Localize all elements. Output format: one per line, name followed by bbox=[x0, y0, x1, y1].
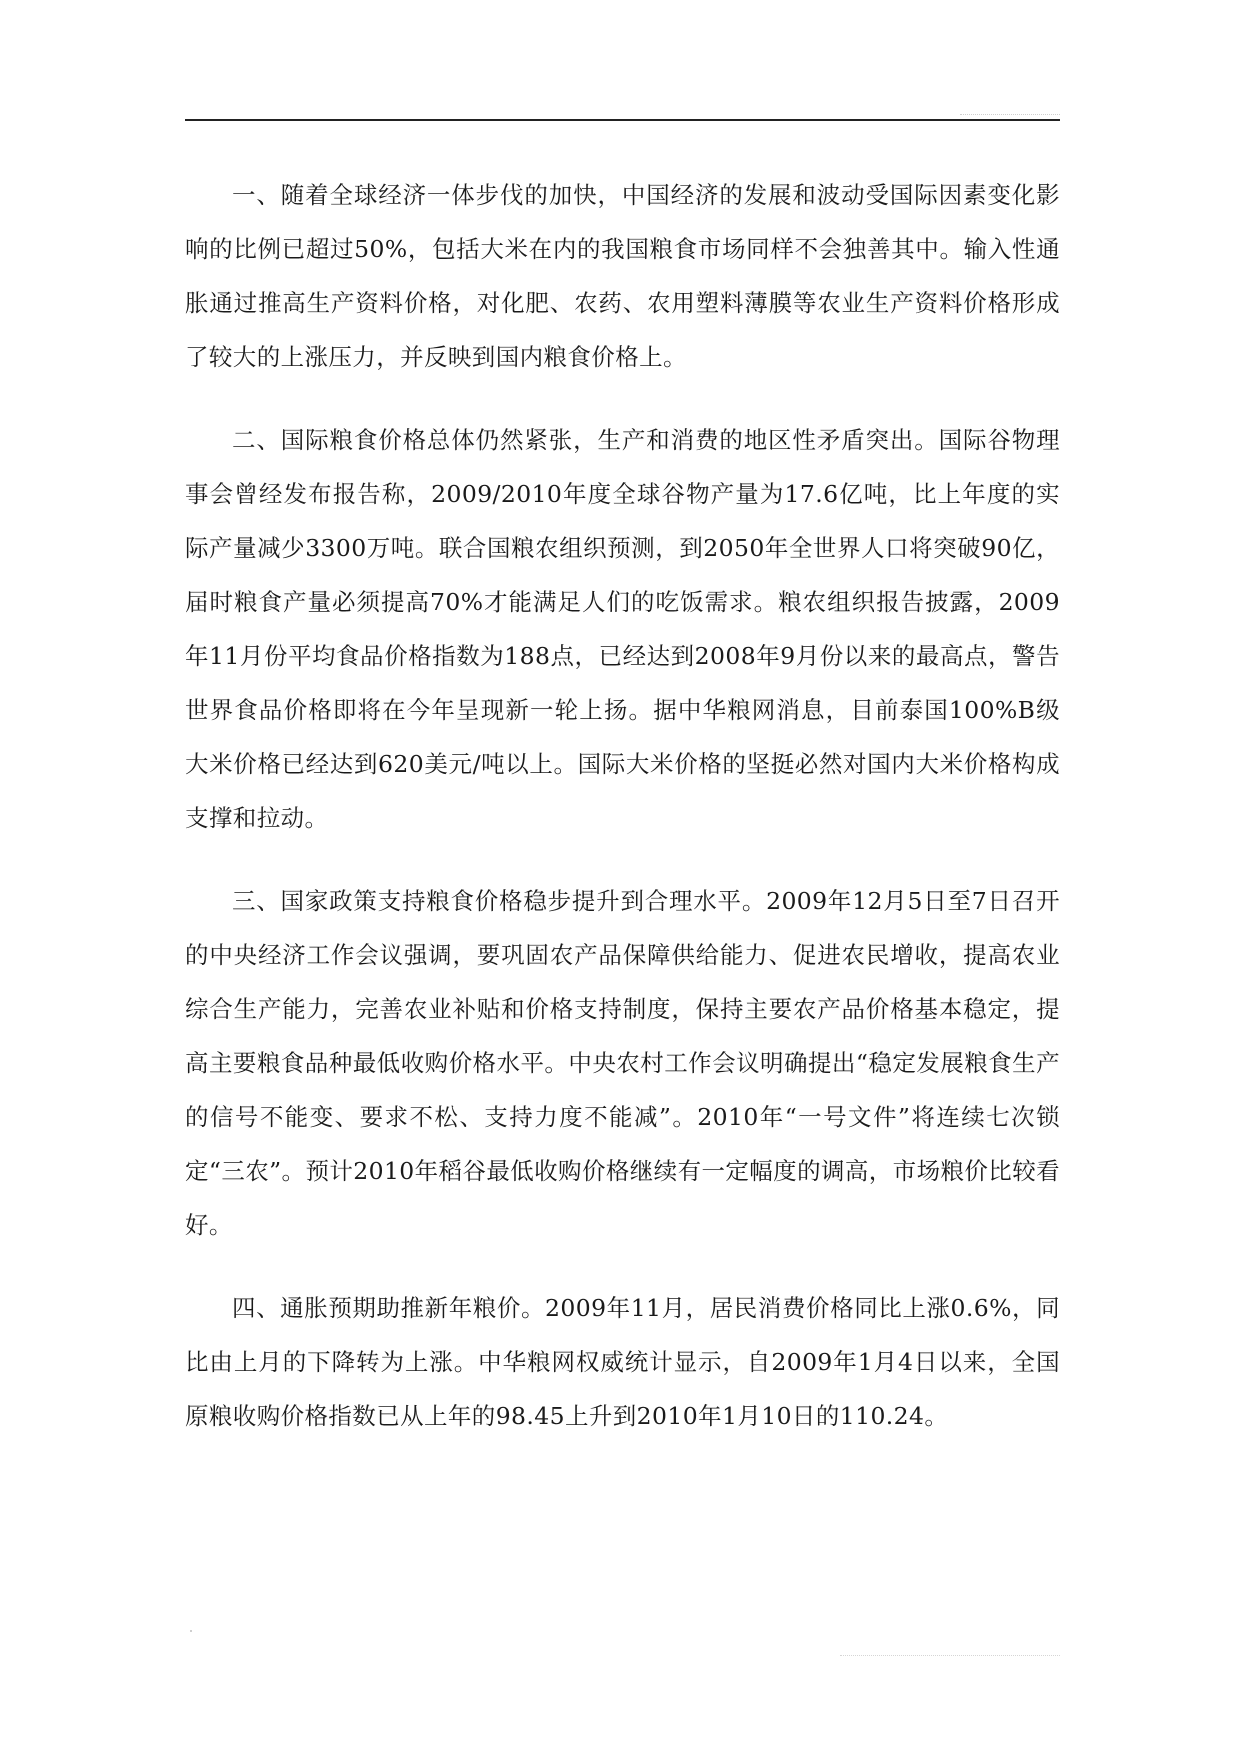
footer-faint-line bbox=[840, 1655, 1060, 1656]
header-rule bbox=[185, 119, 1060, 121]
document-body bbox=[185, 168, 1060, 1472]
corner-mark bbox=[190, 1630, 192, 1632]
paragraph-2: 二、国际粮食价格总体仍然紧张，生产和消费的地区性矛盾突出。国际谷物理事会曾经发布报告称，2009/2010年度全球谷物产量为17.6亿吨，比上年度的实际产量减少3300万吨。联合国粮农组织预测，到2050年全世界人口将突破90亿，届时粮食产量必须提高70%才能满足人们的吃饭需求。粮农组织报告披露，2009年11月份平均食品价格指数为188点，已经达到2008年9月份以来的最高点，警告世界食品价格即将在今年呈现新一轮上扬。据中华粮网消息，目前泰国100%B级大米价格已经达到620美元/吨以上。国际大米价格的坚挺必然对国内大米价格构成支撑和拉动。 bbox=[185, 426, 1060, 832]
paragraph-3: 三、国家政策支持粮食价格稳步提升到合理水平。2009年12月5日至7日召开的中央经济工作会议强调，要巩固农产品保障供给能力、促进农民增收，提高农业综合生产能力，完善农业补贴和价格支持制度，保持主要农产品价格基本稳定，提高主要粮食品种最低收购价格水平。中央农村工作会议明确提出“稳定发展粮食生产的信号不能变、要求不松、支持力度不能减”。2010年“一号文件”将连续七次锁定“三农”。预计2010年稻谷最低收购价格继续有一定幅度的调高，市场粮价比较看好。 bbox=[185, 887, 1060, 1239]
header-faint-line bbox=[960, 114, 1060, 115]
paragraph-1: 一、随着全球经济一体步伐的加快，中国经济的发展和波动受国际因素变化影响的比例已超过50%，包括大米在内的我国粮食市场同样不会独善其中。输入性通胀通过推高生产资料价格，对化肥、农药、农用塑料薄膜等农业生产资料价格形成了较大的上涨压力，并反映到国内粮食价格上。 bbox=[185, 181, 1060, 371]
paragraph-4: 四、通胀预期助推新年粮价。2009年11月，居民消费价格同比上涨0.6%，同比由上月的下降转为上涨。中华粮网权威统计显示，自2009年1月4日以来，全国原粮收购价格指数已从上年的98.45上升到2010年1月10日的110.24。 bbox=[185, 1294, 1060, 1430]
